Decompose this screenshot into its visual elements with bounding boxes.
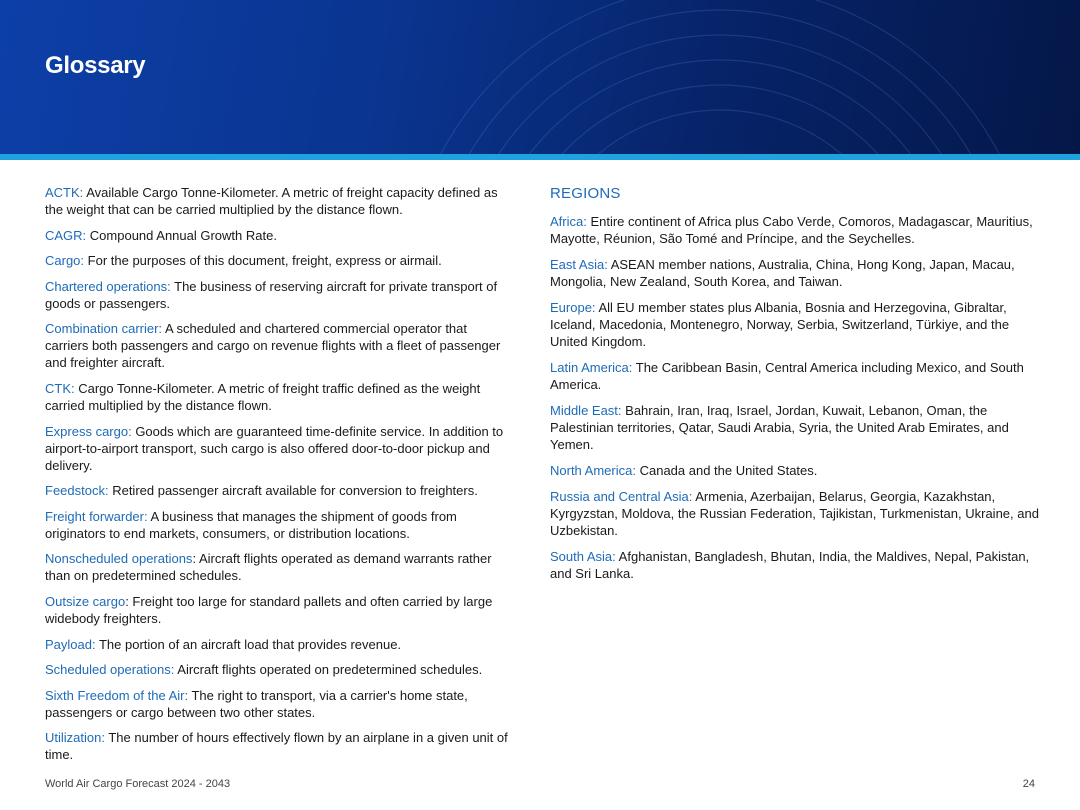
decorative-arcs (0, 0, 1080, 154)
entry-term: Scheduled operations: (45, 662, 175, 678)
entry-definition: : Freight too large for standard pallets and often carried by large widebody freighters. (45, 593, 493, 626)
entry-definition: The portion of an aircraft load that provides revenue. (95, 636, 402, 652)
entry-term: Latin America: (550, 360, 633, 375)
glossary-entry (550, 299, 1045, 350)
entry-definition: The right to transport, via a carrier's home state, passengers or cargo between two other states. (45, 687, 468, 720)
entry-term: Europe: (550, 300, 596, 315)
glossary-entry (550, 213, 1045, 247)
glossary-entry (45, 729, 510, 763)
entry-term: Outsize cargo (45, 593, 126, 609)
glossary-entry (45, 550, 510, 584)
entry-definition: Aircraft flights operated on predetermined schedules. (174, 662, 483, 678)
entry-term: Utilization: (45, 730, 105, 746)
entry-definition: All EU member states plus Albania, Bosnia and Herzegovina, Gibraltar, Iceland, Macedonia, Montenegro, Norway, Serbia, Switzerland, Türkiye, and the United Kingdom. (550, 300, 1010, 349)
header-accent-stripe (0, 154, 1080, 160)
glossary-entry (45, 508, 510, 542)
entry-term: CAGR: (45, 227, 87, 243)
entry-definition: The number of hours effectively flown by an airplane in a given unit of time. (45, 730, 508, 763)
glossary-entry (45, 687, 510, 721)
entry-definition: A business that manages the shipment of goods from originators to end markets, consumers, or distribution locations. (45, 508, 457, 541)
entry-term: Feedstock: (45, 483, 109, 499)
entry-definition: Armenia, Azerbaijan, Belarus, Georgia, Kazakhstan, Kyrgyzstan, Moldova, the Russian Federation, Tajikistan, Turkmenistan, Ukraine, and Uzbekistan. (550, 489, 1039, 538)
entry-term: Cargo: (45, 253, 85, 269)
glossary-entry (45, 320, 510, 371)
page-title: Glossary (45, 52, 146, 79)
page-header (0, 0, 1080, 154)
entry-term: Russia and Central Asia: (550, 489, 693, 504)
entry-definition: The Caribbean Basin, Central America including Mexico, and South America. (550, 360, 1024, 392)
glossary-entry (45, 184, 510, 218)
entry-definition: ASEAN member nations, Australia, China, Hong Kong, Japan, Macau, Mongolia, New Zealand, South Korea, and Taiwan. (550, 257, 1015, 289)
entry-definition: : Aircraft flights operated as demand warrants rather than on predetermined schedules. (45, 551, 492, 584)
regions-heading: REGIONS (550, 185, 621, 202)
entry-definition: Retired passenger aircraft available for conversion to freighters. (108, 483, 478, 499)
entry-term: CTK: (45, 380, 75, 396)
glossary-entry (45, 380, 510, 414)
glossary-entry (45, 252, 510, 269)
glossary-entry (550, 402, 1045, 453)
glossary-entry (550, 548, 1045, 582)
entry-definition: The business of reserving aircraft for private transport of goods or passengers. (45, 278, 498, 311)
glossary-entry (45, 593, 510, 627)
entry-term: Freight forwarder: (45, 508, 148, 524)
entry-definition: Afghanistan, Bangladesh, Bhutan, India, the Maldives, Nepal, Pakistan, and Sri Lanka. (550, 549, 1030, 581)
entry-definition: Entire continent of Africa plus Cabo Verde, Comoros, Madagascar, Mauritius, Mayotte, Réunion, São Tomé and Príncipe, and the Seychelles. (550, 214, 1033, 246)
glossary-entry (45, 661, 510, 678)
entry-definition: Canada and the United States. (635, 463, 818, 478)
glossary-entry (550, 488, 1045, 539)
entry-term: Sixth Freedom of the Air: (45, 687, 189, 703)
entry-definition: For the purposes of this document, freight, express or airmail. (84, 253, 442, 269)
entry-term: ACTK: (45, 185, 84, 200)
glossary-entry (45, 423, 510, 474)
glossary-entry (45, 636, 510, 653)
entry-term: Chartered operations: (45, 278, 171, 294)
entry-term: East Asia: (550, 257, 608, 272)
regions-list (550, 213, 1045, 582)
entry-definition: Goods which are guaranteed time-definite service. In addition to airport-to-airport transport, such cargo is also offered door-to-door pickup and delivery. (45, 423, 504, 473)
glossary-entry (45, 482, 510, 499)
entry-definition: A scheduled and chartered commercial operator that carriers both passengers and cargo on revenue flights with a fleet of passenger and freighter aircraft. (45, 321, 501, 371)
entry-term: Nonscheduled operations (45, 551, 193, 567)
entry-term: South Asia: (550, 549, 616, 564)
entry-term: Middle East: (550, 403, 622, 418)
glossary-entry (45, 227, 510, 244)
entry-term: Express cargo: (45, 423, 132, 439)
glossary-entry (45, 278, 510, 312)
entry-definition: Bahrain, Iran, Iraq, Israel, Jordan, Kuwait, Lebanon, Oman, the Palestinian territories, Qatar, Saudi Arabia, Syria, the United Arab Emirates, and Yemen. (550, 403, 1009, 452)
glossary-entry (550, 256, 1045, 290)
entry-term: Combination carrier: (45, 321, 163, 337)
entry-term: Payload: (45, 636, 96, 652)
entry-definition: Available Cargo Tonne-Kilometer. A metric of freight capacity defined as the weight that can be carried multiplied by the distance flown. (45, 185, 498, 217)
entry-term: Africa: (550, 214, 587, 229)
glossary-entry (550, 359, 1045, 393)
regions-section (550, 184, 1045, 591)
glossary-list (45, 184, 510, 772)
entry-definition: Compound Annual Growth Rate. (86, 227, 277, 243)
footer-document-title: World Air Cargo Forecast 2024 - 2043 (45, 778, 231, 790)
entry-term: North America: (550, 463, 636, 478)
entry-definition: Cargo Tonne-Kilometer. A metric of freight traffic defined as the weight carried multiplied by the distance flown. (45, 380, 481, 413)
footer-page-number: 24 (1022, 778, 1035, 790)
glossary-entry (550, 462, 1045, 479)
